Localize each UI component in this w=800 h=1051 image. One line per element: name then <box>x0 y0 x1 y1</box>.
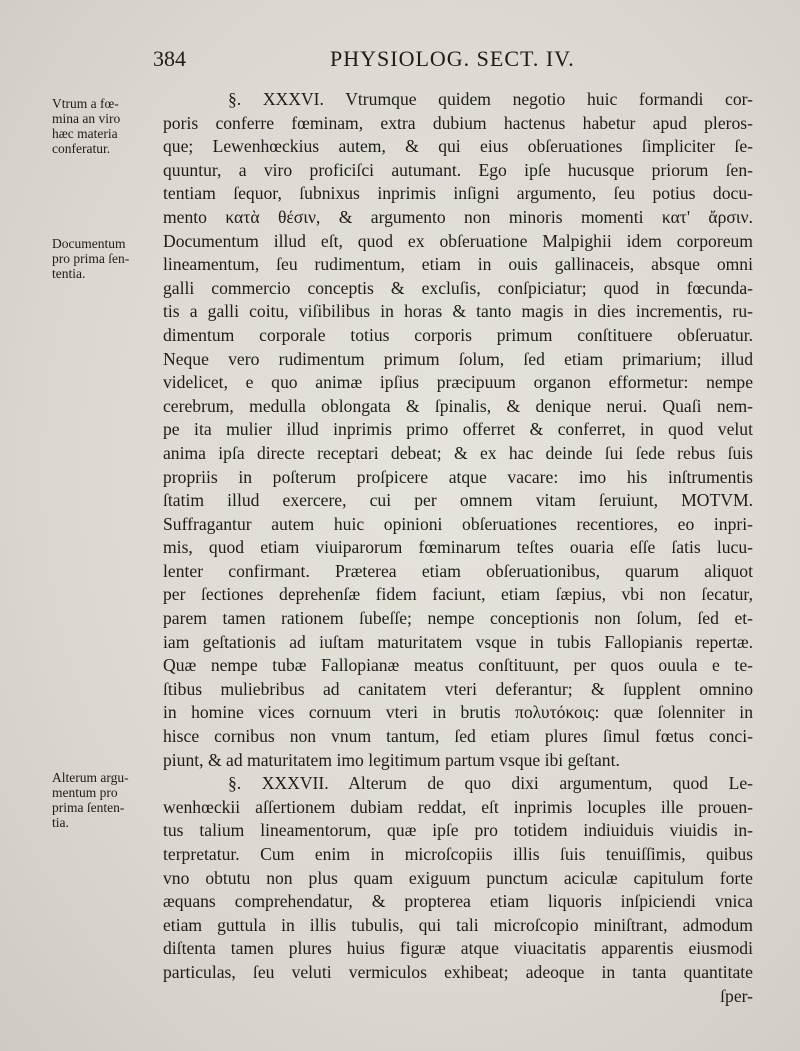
running-head: PHYSIOLOG. SECT. IV. <box>330 46 575 71</box>
text-line: in homine vices cornuum vteri in brutis πολυτόκοις: quæ ſolenniter in <box>163 702 753 723</box>
margin-note-line: tentia. <box>52 266 86 281</box>
margin-note-line: prima ſenten- <box>52 800 125 815</box>
text-line: wenhœckii aſſertionem dubiam reddat, eſt inprimis locuples ille prouen- <box>163 796 753 817</box>
text-line: particulas, ſeu veluti vermiculos exhibeat; adeoque in tanta quantitate <box>163 961 753 982</box>
text-line: iam geſtationis ad iuſtam maturitatem vsque in tubis Fallopianis repertæ. <box>163 631 753 652</box>
text-line: hisce cornibus non vnum tantum, ſed etiam plures ſimul fœtus conci- <box>163 726 753 747</box>
margin-note-line: mentum pro <box>52 785 118 800</box>
text-line: mento κατὰ θέσιν, & argumento non minoris momenti κατ' ἄρσιν. <box>163 206 753 227</box>
margin-note-3 <box>52 770 152 830</box>
body-text <box>163 88 753 1008</box>
text-line: propriis in poſterum proſpicere atque vacare: imo his inſtrumentis <box>163 466 753 487</box>
text-line: terpretatur. Cum enim in microſcopiis illis ſuis tenuiſſimis, quibus <box>163 844 753 864</box>
text-line: per ſectiones deprehenſæ fidem faciunt, etiam ſæpius, vbi non ſecatur, <box>163 584 753 605</box>
text-line: videlicet, e quo animæ ipſius præcipuum organon efformetur: nempe <box>163 372 753 393</box>
catchword: ſper- <box>720 985 753 1006</box>
text-line: §. XXXVII. Alterum de quo dixi argumentum, quod Le- <box>228 773 753 794</box>
margin-note-1 <box>52 96 152 156</box>
text-line: tus talium lineamentorum, quæ ipſe pro totidem indiuiduis viuidis in- <box>163 820 753 841</box>
text-line: lenter confirmant. Præterea etiam obſeruationibus, quarum aliquot <box>163 560 753 581</box>
text-line: mis, quod etiam viuiparorum fœminarum teſtes ouaria eſſe ſatis lucu- <box>163 537 753 558</box>
text-line: etiam guttula in illis tubulis, qui tali microſcopio miniſtrant, admodum <box>163 914 753 935</box>
text-line: æquans comprehendatur, & propterea etiam liquoris inſpiciendi vnica <box>163 891 753 912</box>
text-line: Suffragantur autem huic opinioni obſeruationes recentiores, eo inpri- <box>163 513 753 534</box>
text-line: Quæ nempe tubæ Fallopianæ meatus conſtituunt, per quos ouula e te- <box>163 655 753 676</box>
text-line: pe ita mulier illud inprimis primo offerret & conferret, in quod velut <box>163 419 753 440</box>
margin-note-line: pro prima ſen- <box>52 251 130 266</box>
margin-note-2 <box>52 236 152 281</box>
text-line: anima ipſa directe receptari debeat; & ex hac deinde ſui ſede rebus ſuis <box>163 442 753 463</box>
text-line: tentiam ſequor, ſubnixus inprimis inſigni argumento, ſeu potius docu- <box>163 183 753 204</box>
margin-note-line: conferatur. <box>52 141 111 156</box>
text-line: Documentum illud eſt, quod ex obſeruatione Malpighii idem corporeum <box>163 230 753 251</box>
margin-note-line: Vtrum a fœ- <box>52 96 119 111</box>
text-line: diſtenta tamen plures huius figuræ atque viuacitatis apparentis eiusmodi <box>163 938 753 959</box>
text-line: lineamentum, ſeu rudimentum, etiam in ouis gallinaceis, absque omni <box>163 254 753 275</box>
page-header <box>0 46 800 76</box>
text-line: poris conferre fœminam, extra dubium hactenus habetur apud pleros- <box>163 112 753 133</box>
margin-note-line: Documentum <box>52 236 126 251</box>
text-line: galli commercio conceptis & excluſis, conſpiciatur; quod in fœcunda- <box>163 277 753 298</box>
text-line: dimentum corporale totius corporis primum conſtituere obſeruatur. <box>163 324 753 345</box>
text-line: quuntur, a viro proficiſci autumant. Ego ipſe hucusque priorum ſen- <box>163 159 753 180</box>
margin-note-line: mina an viro <box>52 111 121 126</box>
margin-note-line: tia. <box>52 815 69 830</box>
text-line: cerebrum, medulla oblongata & ſpinalis, & denique nerui. Quaſi nem- <box>163 395 753 416</box>
text-line: piunt, & ad maturitatem imo legitimum partum vsque ibi geſtant. <box>163 749 620 770</box>
page-number: 384 <box>153 46 186 71</box>
text-line: §. XXXVI. Vtrumque quidem negotio huic formandi cor- <box>228 89 753 109</box>
text-line: ſtibus muliebribus ad canitatem vteri deferantur; & ſupplent omnino <box>163 678 753 699</box>
text-line: tis a galli coitu, viſibilibus in horas & tanto magis in dies incrementis, ru- <box>163 301 753 322</box>
margin-note-line: hæc materia <box>52 126 118 141</box>
text-line: que; Lewenhœckius autem, & qui eius obſeruationes ſimpliciter ſe- <box>163 136 753 157</box>
text-line: parem tamen rationem ſubeſſe; nempe conceptionis non ſolum, ſed et- <box>163 608 753 629</box>
text-line: vno obtutu non plus quam exiguum punctum aciculæ capitulum forte <box>163 867 753 888</box>
text-line: Neque vero rudimentum primum ſolum, ſed etiam primarium; illud <box>163 348 753 369</box>
text-line: ſtatim illud exercere, cui per omnem vitam ſeruiunt, MOTVM. <box>163 490 753 511</box>
margin-note-line: Alterum argu- <box>52 770 129 785</box>
